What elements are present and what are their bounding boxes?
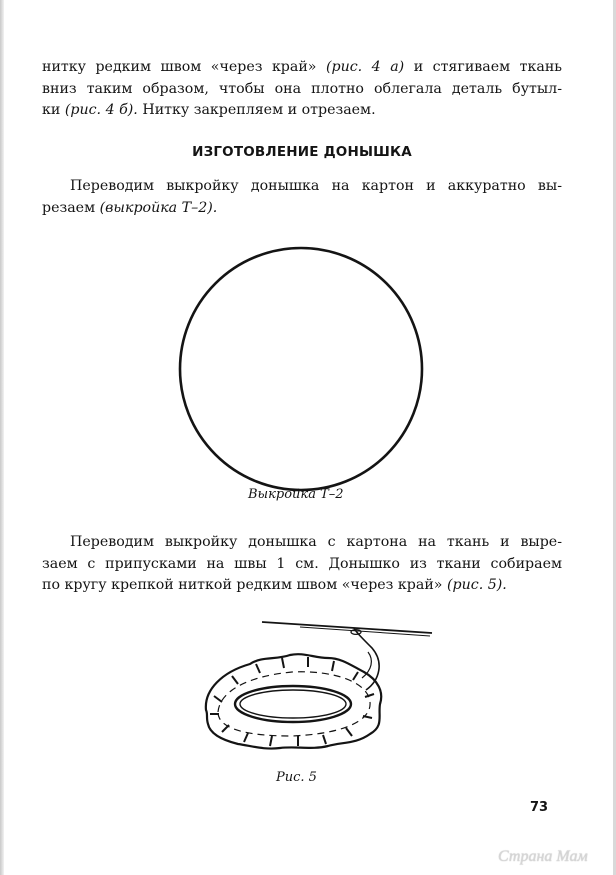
paragraph-line: Переводим выкройку донышка с картона на ткань и выре- [70,534,562,550]
page-edge-left [0,0,4,875]
fabric-outer-edge [206,654,381,748]
paragraph-line: Переводим выкройку донышка на картон и аккуратно вы- [70,178,562,194]
paragraph-continuation [42,57,562,122]
paragraph-instructions-fabric [42,532,562,597]
cardboard-disc-outer [235,686,351,722]
template-circle-outline [180,248,422,490]
stitch-mark [256,664,260,673]
stitch-mark [282,658,284,668]
stitch-mark [214,696,222,702]
stitch-mark [222,725,229,732]
stitch-mark [363,716,372,718]
stitch-mark [323,735,326,744]
paragraph-line: заем с припусками на швы 1 см. Донышко из ткани собираем [42,555,562,572]
text-fragment: и стягиваем ткань [404,59,562,75]
paragraph-line [42,100,562,122]
paragraph-line: вниз таким образом, чтобы она плотно облегала деталь бутыл- [42,80,562,97]
thread-line [354,628,379,690]
stitch-mark [353,672,358,680]
stitch-mark [270,736,272,746]
needle-icon [262,622,432,636]
thread-line [362,652,371,678]
paragraph-line [42,575,562,597]
figure-reference: (рис. 4 б). [64,102,138,118]
needle-eye [351,630,361,635]
figure-caption-template: Выкройка Т–2 [248,487,344,502]
cardboard-disc [235,686,351,722]
stitch-mark [244,733,248,742]
text-fragment: ки [42,102,65,118]
figure-reference: (рис. 5). [447,577,507,593]
needle-shaft-edge [300,627,430,636]
needle-shaft [262,622,432,633]
figure-reference: (рис. 4 а) [325,59,405,75]
watermark-text: Страна Мам [498,848,588,865]
text-fragment: Нитку закрепляем и отрезаем. [137,102,376,118]
page-number: 73 [530,800,549,815]
cardboard-disc-inner [240,690,346,718]
gather-stitch-line [218,672,370,736]
template-reference: (выкройка Т–2). [99,199,218,216]
paragraph-line [42,198,562,220]
stitch-mark [365,694,374,697]
paragraph-line [42,57,562,79]
text-fragment: по кругу крепкой ниткой редким швом «через край» [42,577,447,593]
section-heading: ИЗГОТОВЛЕНИЕ ДОНЫШКА [192,144,412,160]
paragraph-instructions-cardboard [42,176,562,219]
stitch-mark [346,728,352,736]
stitch-mark [232,676,238,684]
text-fragment: нитку редким швом «через край» [42,59,326,75]
over-edge-stitches [210,657,374,746]
figure-caption-fig5: Рис. 5 [276,770,317,785]
text-fragment: резаем [42,199,100,216]
stitch-mark [332,661,334,671]
